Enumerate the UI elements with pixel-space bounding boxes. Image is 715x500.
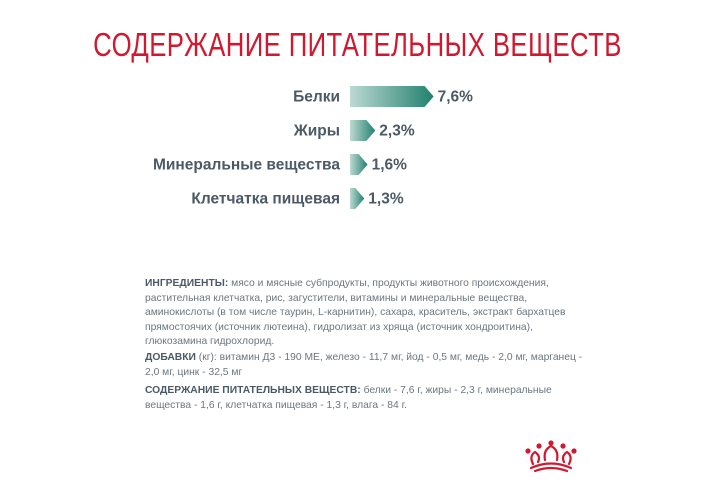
nutrient-bar-chart — [0, 70, 715, 220]
category-label: Минеральные вещества — [152, 156, 340, 174]
additives-paragraph — [145, 351, 585, 380]
bar-3 — [350, 154, 368, 175]
royal-canin-crown-icon — [523, 440, 579, 474]
bar-2 — [350, 120, 375, 141]
value-label: 1,3% — [368, 190, 404, 208]
bar-1 — [350, 86, 434, 107]
bar-4 — [350, 188, 364, 209]
value-label: 2,3% — [379, 122, 415, 140]
additives-text: (кг): витамин Д3 - 190 МЕ, железо - 11,7 мг, йод - 0,5 мг, медь - 2,0 мг, марганец - 2,0 мг, цинк - 32,5 мг — [145, 352, 583, 378]
nutrients-text: белки - 7,6 г, жиры - 2,3 г, минеральные вещества - 1,6 г, клетчатка пищевая - 1,3 г, влага - 84 г. — [145, 385, 552, 411]
value-label: 1,6% — [371, 156, 407, 174]
category-label: Клетчатка пищевая — [191, 190, 340, 208]
ingredients-header: ИНГРЕДИЕНТЫ: — [145, 278, 229, 289]
nutrients-paragraph — [145, 384, 585, 413]
value-label: 7,6% — [437, 88, 473, 106]
category-label: Белки — [293, 88, 340, 106]
ingredients-text: мясо и мясные субпродукты, продукты животного происхождения, растительная клетчатка, рис, загустители, витамины и минеральные вещества, аминокислоты (в том числе таурин, L-карнитин), сахара, краситель, экстракт бархатцев прямостоячих (источник лютеина), гидролизат из хряща (источник хондроитина), глюкозамина гидрохлорид. — [145, 278, 566, 347]
page-title: СОДЕРЖАНИЕ ПИТАТЕЛЬНЫХ ВЕЩЕСТВ — [93, 26, 622, 63]
nutrients-header: СОДЕРЖАНИЕ ПИТАТЕЛЬНЫХ ВЕЩЕСТВ: — [145, 385, 361, 396]
ingredients-paragraph — [145, 277, 585, 350]
additives-header: ДОБАВКИ — [145, 352, 196, 363]
category-label: Жиры — [293, 122, 340, 140]
